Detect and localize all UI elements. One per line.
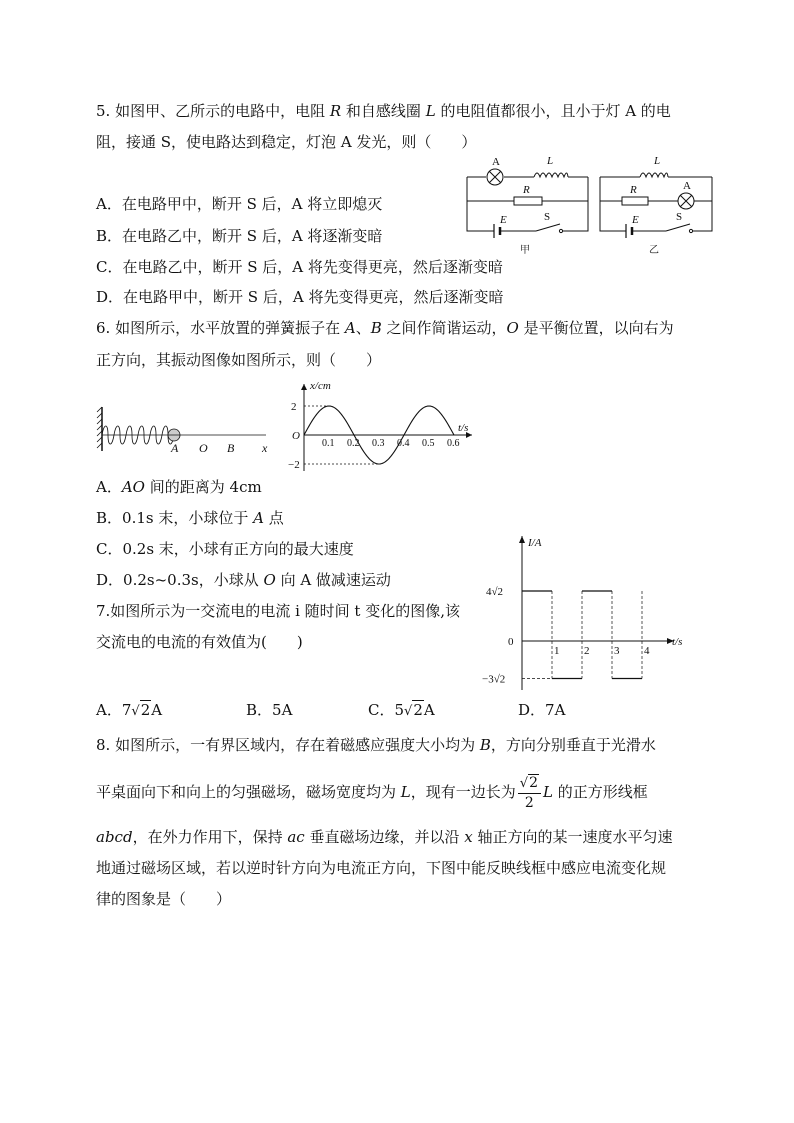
vib-x-tick-label: 0.1 [322,438,335,449]
vib-origin: O [292,430,300,442]
spring-label-o: O [199,441,208,455]
spring-oscillator-diagram [96,405,276,455]
ac-y-tick-label: 4√2 [486,585,504,598]
jia-label-lamp: A [492,156,500,168]
q6-option-c[interactable]: C．0.2s 末，小球有正方向的最大速度 [96,540,354,558]
vib-ylabel: x/cm [310,380,331,392]
q6-option-d[interactable]: D．0.2s~0.3s，小球从 O 向 A 做减速运动 [96,571,391,589]
q7-option-d[interactable]: D．7A [518,701,566,719]
ac-x-tick-label: 3 [614,645,620,657]
yi-caption: 乙 [649,245,659,256]
yi-label-lamp: A [683,180,691,192]
yi-label-coil: L [654,155,661,167]
spring-label-b: B [227,441,235,455]
q8-line-5: 律的图象是（ ） [96,890,232,908]
q5-line-1: 5. 如图甲、乙所示的电路中，电阻 R 和自感线圈 L 的电阻值都很小，且小于灯 A 的电 [96,102,671,120]
jia-label-coil: L [547,155,554,167]
ac-origin: 0 [508,636,514,648]
vib-y-arrow [301,384,307,390]
q8-line-2: 平桌面向下和向上的匀强磁场，磁场宽度均为 L，现有一边长为 $\frac{√2}{2}$ L 的正方形线框 [96,775,648,811]
q5-line-2: 阻，接通 S，使电路达到稳定，灯泡 A 发光，则（ ） [96,133,477,151]
q5-option-d[interactable]: D．在电路甲中，断开 S 后，A 将先变得更亮，然后逐渐变暗 [96,288,504,306]
jia-caption: 甲 [520,245,530,256]
jia-label-battery: E [500,214,507,226]
ac-current-chart [478,532,688,692]
vib-y-tick-label: 2 [291,401,297,413]
q8-line-3: abcd，在外力作用下，保持 ac 垂直磁场边缘，并以沿 x 轴正方向的某一速度水平匀速 [96,828,673,846]
circuit-yi-diagram [596,155,716,255]
q5-option-a[interactable]: A．在电路甲中，断开 S 后，A 将立即熄灭 [96,195,383,213]
q6-line-1: 6. 如图所示，水平放置的弹簧振子在 A、B 之间作简谐运动，O 是平衡位置，以向右为 [96,319,674,337]
jia-label-switch: S [544,211,551,223]
vib-xlabel: t/s [458,422,469,434]
q7-line-1: 7.如图所示为一交流电的电流 i 随时间 t 变化的图像,该 [96,602,460,620]
q5-option-c[interactable]: C．在电路乙中，断开 S 后，A 将先变得更亮，然后逐渐变暗 [96,258,503,276]
ac-x-tick-label: 1 [554,645,560,657]
q6-option-a[interactable]: A．AO 间的距离为 4cm [96,478,262,496]
q8-line-4: 地通过磁场区域，若以逆时针方向为电流正方向，下图中能反映线框中感应电流变化规 [96,859,667,877]
vib-x-tick-label: 0.3 [372,438,385,449]
vib-y-tick-label: −2 [288,459,300,471]
q6-option-b[interactable]: B．0.1s 末，小球位于 A 点 [96,509,284,527]
ac-xlabel: t/s [672,636,683,648]
ac-ylabel: I/A [528,537,542,549]
circuit-jia-diagram [464,155,592,255]
q7-option-b[interactable]: B．5A [246,701,293,719]
q5-option-b[interactable]: B．在电路乙中，断开 S 后，A 将逐渐变暗 [96,227,383,245]
yi-label-battery: E [632,214,639,226]
ac-x-tick-label: 2 [584,645,590,657]
spring-label-a: A [171,441,179,455]
ac-y-arrow [519,536,525,543]
yi-label-resistor: R [630,184,637,196]
yi-label-switch: S [676,211,683,223]
q8-fraction: $\frac{√2}{2}$ [518,774,541,812]
spring-label-x: x [262,441,268,455]
ac-x-tick-label: 4 [644,645,650,657]
jia-label-resistor: R [523,184,530,196]
vib-x-tick-label: 0.6 [447,438,460,449]
vib-x-tick-label: 0.5 [422,438,435,449]
vibration-chart [288,378,478,474]
q8-line-1: 8. 如图所示，一有界区域内，存在着磁感应强度大小均为 B，方向分别垂直于光滑水 [96,736,656,754]
vib-x-tick-label: 0.2 [347,438,360,449]
ac-y-tick-label: −3√2 [482,673,506,686]
q6-line-2: 正方向，其振动图像如图所示，则（ ） [96,351,382,369]
vib-x-tick-label: 0.4 [397,438,410,449]
q7-option-c[interactable]: C．5√2A [368,701,435,719]
q7-option-a[interactable]: A．7√2A [96,701,163,719]
q7-line-2: 交流电的电流的有效值为( ) [96,633,303,651]
